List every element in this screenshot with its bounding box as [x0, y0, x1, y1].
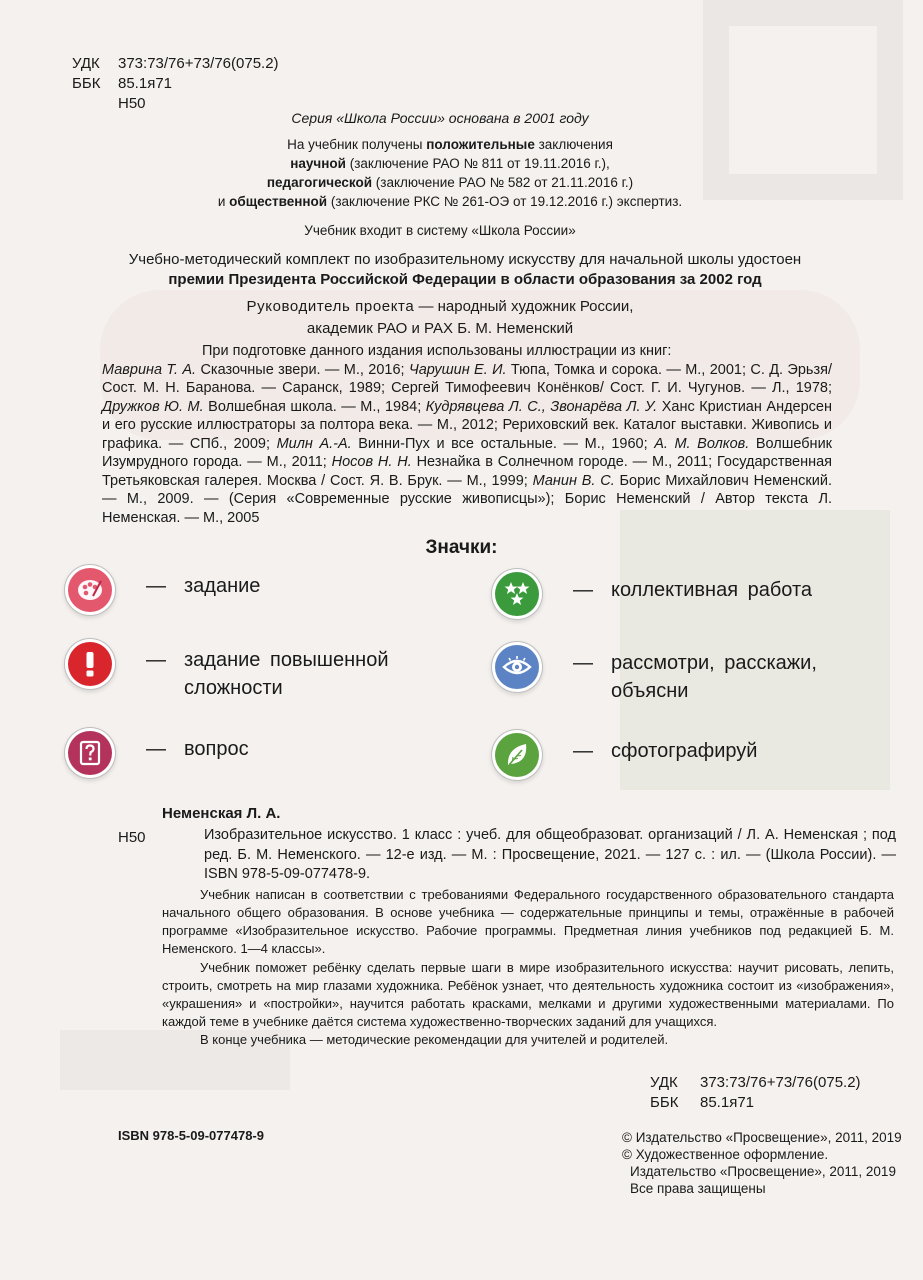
stars-icon	[495, 572, 539, 616]
legend-label: сфотографируй	[611, 740, 758, 762]
leader-text: академик РАО и РАХ Б. М. Неменский	[306, 320, 574, 337]
illustration-sources	[102, 342, 832, 527]
leaf-icon	[495, 733, 539, 777]
bib-description: Изобразительное искусство. 1 класс : учеб. для общеобразоват. организаций / Л. А. Неменская ; под ред. Б. М. Неменского. — 12-е изд. — М. : Просвещение, 2021. — 127 с. : ил. — (Школа России). — ISBN 978-5-09-077478-9.	[204, 827, 896, 882]
bbk-label: ББК	[650, 1094, 679, 1111]
legend-dash: —	[146, 649, 166, 671]
system-note: Учебник входит в систему «Школа России»	[304, 223, 576, 238]
legend-label: задание	[184, 575, 261, 597]
approvals-bold: научной	[290, 156, 346, 171]
source-text: Незнайка в Солнечном городе. — М., 2011; Государственная Третьяковская галерея. Москва / Сост. Я. В. Брук. — М., 1999;	[102, 454, 833, 489]
source-text: Тюпа, Томка и сорока. — М., 2001; С. Д. Эрьзя/Сост. М. Н. Баранова. — Саранск, 1989; Сергей Тимофеевич Конёнков/ Сост. Г. И. Чугунов. — Л., 1978;	[102, 361, 832, 396]
award-line: Учебно-методический комплект по изобразительному искусству для начальной школы удостоен	[128, 251, 802, 268]
legend-dash: —	[573, 740, 593, 762]
award-note	[100, 250, 830, 290]
series-note: Серия «Школа России» основана в 2001 году	[291, 110, 589, 126]
legend-item-look-tell	[495, 645, 891, 705]
leader-title: Руководитель проекта	[246, 298, 415, 315]
approvals-bold: общественной	[229, 194, 328, 209]
legend-label: рассмотри, расскажи, объясни	[611, 652, 817, 702]
udk-value: 373:73/76+73/76(075.2)	[118, 55, 279, 72]
question-card-icon	[68, 731, 112, 775]
copyright-line: Все права защищены	[630, 1181, 766, 1196]
legend-dash: —	[146, 575, 166, 597]
approvals-block	[140, 135, 760, 211]
annotation	[162, 886, 894, 1049]
copyright-line: © Издательство «Просвещение», 2011, 2019	[622, 1130, 902, 1145]
approvals-bold: положительные	[426, 137, 535, 152]
legend-label: вопрос	[184, 738, 249, 760]
sources-list	[102, 361, 832, 528]
approvals-bold: педагогической	[266, 175, 373, 190]
source-text: Сказочные звери. — М., 2016;	[196, 361, 409, 378]
legend-item-task	[68, 568, 260, 612]
source-author: Дружков Ю. М.	[102, 398, 204, 415]
copyright-block	[622, 1129, 902, 1197]
approvals-text: (заключение РАО № 582 от 21.11.2016 г.)	[372, 175, 634, 190]
legend-item-question	[68, 731, 249, 775]
award-bold-line: премии Президента Российской Федерации в области образования за 2002 год	[168, 271, 762, 288]
source-author: Милн А.-А.	[276, 435, 352, 452]
approvals-text: и	[217, 194, 230, 209]
source-author: Чарушин Е. И.	[408, 361, 507, 378]
source-author: Носов Н. Н.	[331, 454, 412, 470]
copyright-line: Издательство «Просвещение», 2011, 2019	[630, 1164, 896, 1179]
bib-author-mark: Н50	[118, 829, 146, 846]
legend-item-photograph	[495, 733, 757, 777]
sources-intro: При подготовке данного издания использованы иллюстрации из книг:	[202, 343, 672, 359]
source-text: Борис Михайлович Неменский. — М., 2009. — (Серия «Современные русские живописцы»); Борис Неменский / Автор текста Л. Неменская. — М., 2005	[102, 472, 832, 526]
annotation-paragraph: Учебник написан в соответствии с требованиями Федерального государственного образовательного стандарта начального общего образования. В основе учебника — содержательные принципы и темы, отражённые в рабочей программе «Изобразительное искусство. Рабочие программы. Предметная линия учебников под редакцией Б. М. Неменского. 1—4 классы».	[162, 887, 894, 956]
legend-dash: —	[573, 579, 593, 601]
annotation-paragraph: Учебник поможет ребёнку сделать первые шаги в мире изобразительного искусства: научит рисовать, лепить, строить, смотреть на мир глазами художника. Ребёнок узнает, что деятельность художника состоит из «изображения», «украшения» и «постройки», научится работать красками, мелками и другими художественными материалами. По каждой теме в учебнике даётся система художественно-творческих заданий для учащихся.	[162, 960, 894, 1029]
source-text: Волшебник Изумрудного города. — М., 2011;	[102, 435, 833, 470]
classification-codes-top	[72, 54, 279, 114]
source-text: Ханс Кристиан Андерсен и его русские иллюстраторы за полтора века. — М., 2012; Рериховский век. Каталог выставки. Живопись и графика. — СПб., 2009;	[102, 398, 832, 452]
palette-icon	[68, 568, 112, 612]
isbn: ISBN 978-5-09-077478-9	[118, 1128, 264, 1143]
legend-dash: —	[146, 738, 166, 760]
approvals-text: заключения	[534, 137, 613, 152]
source-text: Винни-Пух и все остальные. — М., 1960;	[351, 435, 655, 452]
approvals-text: На учебник получены	[287, 137, 427, 152]
bbk-label: ББК	[72, 75, 101, 92]
source-author: Маврина Т. А.	[102, 361, 197, 378]
udk-label: УДК	[72, 55, 100, 72]
approvals-text: (заключение РАО № 811 от 19.11.2016 г.),	[345, 156, 610, 171]
leader-text: — народный художник России,	[414, 298, 634, 315]
bbk-value: 85.1я71	[118, 75, 173, 92]
source-author: А. М. Волков.	[654, 435, 750, 452]
eye-icon	[495, 645, 539, 689]
author-mark: Н50	[118, 95, 146, 112]
legend-label: задание повышенной сложности	[184, 649, 389, 699]
udk-label: УДК	[650, 1074, 678, 1091]
legend-item-hard-task	[68, 642, 444, 702]
source-author: Манин В. С.	[532, 472, 615, 489]
bbk-value: 85.1я71	[700, 1094, 755, 1111]
annotation-paragraph: В конце учебника — методические рекомендации для учителей и родителей.	[200, 1032, 669, 1047]
source-author: Кудрявцева Л. С., Звонарёва Л. У.	[425, 398, 658, 415]
project-leader	[100, 296, 780, 340]
approvals-text: (заключение РКС № 261-ОЭ от 19.12.2016 г.) экспертиз.	[327, 194, 683, 209]
copyright-line: © Художественное оформление.	[622, 1147, 829, 1162]
legend-dash: —	[573, 652, 593, 674]
legend-item-group-work	[495, 572, 812, 616]
source-text: Волшебная школа. — М., 1984;	[203, 398, 426, 415]
legend-title: Значки:	[425, 537, 498, 558]
bib-author: Неменская Л. А.	[162, 805, 281, 822]
legend-label: коллективная работа	[611, 579, 813, 601]
classification-codes-bottom	[650, 1073, 861, 1113]
udk-value: 373:73/76+73/76(075.2)	[700, 1074, 861, 1091]
exclamation-icon	[68, 642, 112, 686]
